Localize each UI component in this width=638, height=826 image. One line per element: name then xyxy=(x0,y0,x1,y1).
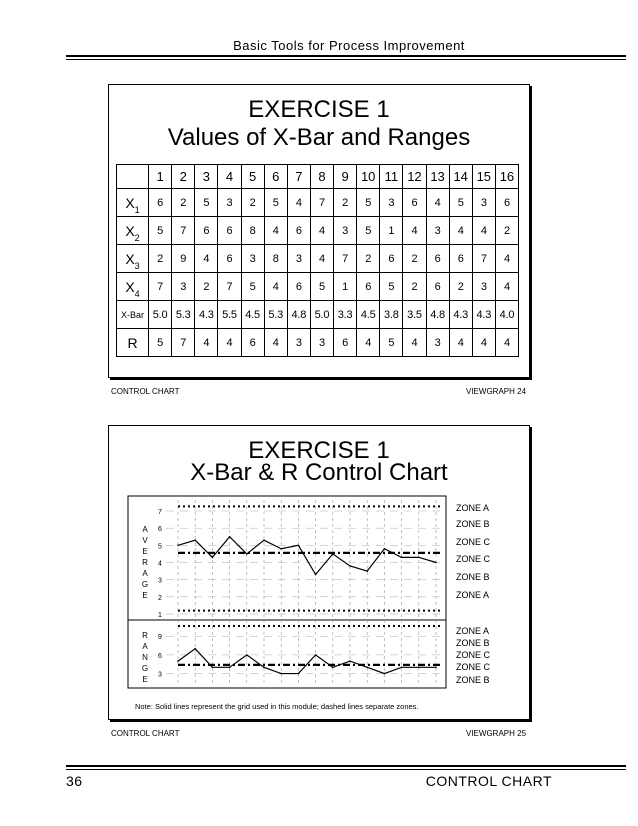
table-row xyxy=(117,301,519,329)
range-zone-label: ZONE C xyxy=(456,650,491,660)
table-cell: 3 xyxy=(287,329,310,357)
viewgraph-2-left-caption: CONTROL CHART xyxy=(111,729,180,738)
column-header: 7 xyxy=(287,165,310,189)
table-cell: 3 xyxy=(287,245,310,273)
table-cell: 6 xyxy=(287,217,310,245)
table-cell: 3 xyxy=(218,189,241,217)
range-zone-label: ZONE A xyxy=(456,626,490,636)
table-cell: 5 xyxy=(264,189,287,217)
table-cell: 3 xyxy=(472,189,495,217)
table-cell: 2 xyxy=(172,189,195,217)
table-cell: 4 xyxy=(495,329,518,357)
range-tick-label: 3 xyxy=(158,671,162,679)
table-cell: 5 xyxy=(357,217,380,245)
column-header: 1 xyxy=(149,165,172,189)
table-cell: 4 xyxy=(218,329,241,357)
table-cell: 3.8 xyxy=(380,301,403,329)
table-cell: 2 xyxy=(334,189,357,217)
table-cell: 4 xyxy=(195,245,218,273)
table-cell: 4 xyxy=(403,329,426,357)
row-label-subscript: 2 xyxy=(134,232,140,243)
average-axis-letter: A xyxy=(142,569,148,578)
table-row xyxy=(117,329,519,357)
row-label-text: X xyxy=(125,194,135,211)
header-rule-top xyxy=(66,55,626,57)
table-cell: 2 xyxy=(357,245,380,273)
range-zone-label: ZONE C xyxy=(456,662,491,672)
table-cell: 5 xyxy=(380,329,403,357)
row-label xyxy=(117,329,149,357)
row-label-subscript: 3 xyxy=(134,260,140,271)
column-header: 15 xyxy=(472,165,495,189)
table-cell: 6 xyxy=(195,217,218,245)
row-label xyxy=(117,273,149,301)
footer-rule-bottom xyxy=(66,769,626,770)
range-axis-letter: E xyxy=(142,675,148,684)
average-tick-label: 3 xyxy=(158,577,162,585)
average-tick-label: 6 xyxy=(158,526,162,534)
average-tick-label: 7 xyxy=(158,509,162,516)
average-axis-letter: G xyxy=(141,580,149,589)
table-cell: 6 xyxy=(449,245,472,273)
table-cell: 4 xyxy=(449,329,472,357)
average-axis-letter: A xyxy=(142,525,148,534)
table-cell: 4 xyxy=(195,329,218,357)
table-row xyxy=(117,273,519,301)
row-label-text: X xyxy=(125,278,135,295)
footer-rule-top xyxy=(66,765,626,767)
range-zone-label: ZONE B xyxy=(456,638,490,648)
column-header: 8 xyxy=(310,165,333,189)
table-cell: 3 xyxy=(241,245,264,273)
table-cell: 3 xyxy=(172,273,195,301)
viewgraph-2-right-caption: VIEWGRAPH 25 xyxy=(466,729,527,738)
table-corner-cell xyxy=(117,165,149,189)
table-cell: 4 xyxy=(310,245,333,273)
table-cell: 5 xyxy=(149,217,172,245)
table-cell: 5 xyxy=(149,329,172,357)
table-cell: 6 xyxy=(495,189,518,217)
column-header: 11 xyxy=(380,165,403,189)
column-header: 4 xyxy=(218,165,241,189)
table-cell: 5 xyxy=(241,273,264,301)
table-cell: 4.3 xyxy=(449,301,472,329)
table-cell: 4 xyxy=(310,217,333,245)
row-label-text: X-Bar xyxy=(120,309,144,320)
column-header: 6 xyxy=(264,165,287,189)
table-cell: 6 xyxy=(403,189,426,217)
average-zone-label: ZONE A xyxy=(456,590,490,600)
footer-title: CONTROL CHART xyxy=(425,773,552,789)
table-cell: 4.8 xyxy=(287,301,310,329)
range-axis-letter: N xyxy=(142,653,148,662)
column-header: 14 xyxy=(449,165,472,189)
page-number: 36 xyxy=(66,773,83,789)
table-cell: 6 xyxy=(334,329,357,357)
average-zone-label: ZONE C xyxy=(456,554,491,564)
row-label xyxy=(117,245,149,273)
range-zone-label: ZONE B xyxy=(456,675,490,685)
column-header: 13 xyxy=(426,165,449,189)
average-zone-label: ZONE C xyxy=(456,537,491,547)
table-cell: 4.5 xyxy=(241,301,264,329)
average-tick-label: 1 xyxy=(158,612,162,619)
table-cell: 7 xyxy=(172,329,195,357)
range-axis-letter: R xyxy=(142,631,148,640)
table-cell: 5.3 xyxy=(172,301,195,329)
range-axis-letter: G xyxy=(141,664,149,673)
range-tick-label: 6 xyxy=(158,652,162,660)
column-header: 9 xyxy=(334,165,357,189)
average-axis-letter: V xyxy=(142,536,148,545)
table-cell: 5 xyxy=(195,189,218,217)
table-cell: 4 xyxy=(472,329,495,357)
values-table-title: Values of X-Bar and Ranges xyxy=(167,124,471,151)
table-cell: 3.3 xyxy=(334,301,357,329)
average-axis-letter: R xyxy=(142,558,148,567)
table-cell: 4.0 xyxy=(495,301,518,329)
table-cell: 5 xyxy=(449,189,472,217)
table-cell: 4.3 xyxy=(195,301,218,329)
table-cell: 6 xyxy=(357,273,380,301)
average-tick-label: 2 xyxy=(158,594,162,602)
table-cell: 3 xyxy=(334,217,357,245)
table-row xyxy=(117,217,519,245)
row-label-text: X xyxy=(125,250,135,267)
row-label xyxy=(117,189,149,217)
average-zone-label: ZONE A xyxy=(456,503,490,513)
table-cell: 6 xyxy=(149,189,172,217)
table-cell: 1 xyxy=(380,217,403,245)
table-cell: 2 xyxy=(403,273,426,301)
table-cell: 4 xyxy=(426,189,449,217)
row-label xyxy=(117,301,149,329)
table-cell: 4 xyxy=(287,189,310,217)
table-row xyxy=(117,189,519,217)
table-row xyxy=(117,245,519,273)
table-cell: 7 xyxy=(472,245,495,273)
exercise-1-chart-title: EXERCISE 1 xyxy=(248,437,390,464)
table-cell: 2 xyxy=(449,273,472,301)
average-tick-label: 5 xyxy=(158,543,162,551)
row-label xyxy=(117,217,149,245)
table-cell: 6 xyxy=(426,273,449,301)
table-cell: 2 xyxy=(149,245,172,273)
table-cell: 4 xyxy=(264,273,287,301)
row-label-text: X xyxy=(125,222,135,239)
range-axis-letter: A xyxy=(142,642,148,651)
exercise-1-title: EXERCISE 1 xyxy=(248,96,390,123)
xbar-range-table xyxy=(116,164,519,357)
table-cell: 4 xyxy=(264,329,287,357)
average-zone-label: ZONE B xyxy=(456,572,490,582)
table-cell: 4 xyxy=(495,245,518,273)
table-cell: 2 xyxy=(241,189,264,217)
table-cell: 5.0 xyxy=(310,301,333,329)
table-cell: 6 xyxy=(218,217,241,245)
table-cell: 5 xyxy=(310,273,333,301)
table-cell: 5 xyxy=(380,273,403,301)
table-cell: 2 xyxy=(495,217,518,245)
table-cell: 6 xyxy=(426,245,449,273)
control-chart-title: X-Bar & R Control Chart xyxy=(190,459,448,486)
column-header: 5 xyxy=(241,165,264,189)
row-label-text: R xyxy=(127,334,138,351)
table-cell: 7 xyxy=(172,217,195,245)
table-cell: 1 xyxy=(334,273,357,301)
table-cell: 6 xyxy=(241,329,264,357)
table-cell: 6 xyxy=(218,245,241,273)
row-label-subscript: 1 xyxy=(134,204,140,215)
table-cell: 7 xyxy=(218,273,241,301)
table-cell: 4 xyxy=(495,273,518,301)
average-axis-letter: E xyxy=(142,591,148,600)
table-cell: 3 xyxy=(380,189,403,217)
page-header: Basic Tools for Process Improvement xyxy=(233,38,465,53)
table-cell: 2 xyxy=(403,245,426,273)
table-cell: 6 xyxy=(287,273,310,301)
viewgraph-1-left-caption: CONTROL CHART xyxy=(111,387,180,396)
table-cell: 3 xyxy=(310,329,333,357)
table-cell: 8 xyxy=(241,217,264,245)
table-cell: 7 xyxy=(310,189,333,217)
table-cell: 4.8 xyxy=(426,301,449,329)
column-header: 3 xyxy=(195,165,218,189)
chart-note: Note: Solid lines represent the grid used in this module; dashed lines separate zones. xyxy=(135,702,419,711)
table-cell: 8 xyxy=(264,245,287,273)
table-cell: 3 xyxy=(472,273,495,301)
average-tick-label: 4 xyxy=(158,560,162,568)
column-header: 10 xyxy=(357,165,380,189)
table-cell: 4 xyxy=(449,217,472,245)
average-zone-label: ZONE B xyxy=(456,519,490,529)
table-cell: 4 xyxy=(264,217,287,245)
table-cell: 3 xyxy=(426,329,449,357)
table-cell: 7 xyxy=(149,273,172,301)
table-cell: 4.3 xyxy=(472,301,495,329)
table-cell: 5.3 xyxy=(264,301,287,329)
table-cell: 4.5 xyxy=(357,301,380,329)
table-cell: 3 xyxy=(426,217,449,245)
column-header: 2 xyxy=(172,165,195,189)
table-cell: 5 xyxy=(357,189,380,217)
table-header-row xyxy=(117,165,519,189)
table-cell: 5.0 xyxy=(149,301,172,329)
table-cell: 4 xyxy=(472,217,495,245)
table-cell: 5.5 xyxy=(218,301,241,329)
average-axis-letter: E xyxy=(142,547,148,556)
table-cell: 2 xyxy=(195,273,218,301)
row-label-subscript: 4 xyxy=(134,288,140,299)
table-cell: 3.5 xyxy=(403,301,426,329)
column-header: 16 xyxy=(495,165,518,189)
range-tick-label: 9 xyxy=(158,634,162,642)
table-cell: 9 xyxy=(172,245,195,273)
table-cell: 4 xyxy=(357,329,380,357)
viewgraph-1-right-caption: VIEWGRAPH 24 xyxy=(466,387,527,396)
header-rule-bottom xyxy=(66,59,626,60)
table-cell: 6 xyxy=(380,245,403,273)
table-cell: 4 xyxy=(403,217,426,245)
table-cell: 7 xyxy=(334,245,357,273)
column-header: 12 xyxy=(403,165,426,189)
